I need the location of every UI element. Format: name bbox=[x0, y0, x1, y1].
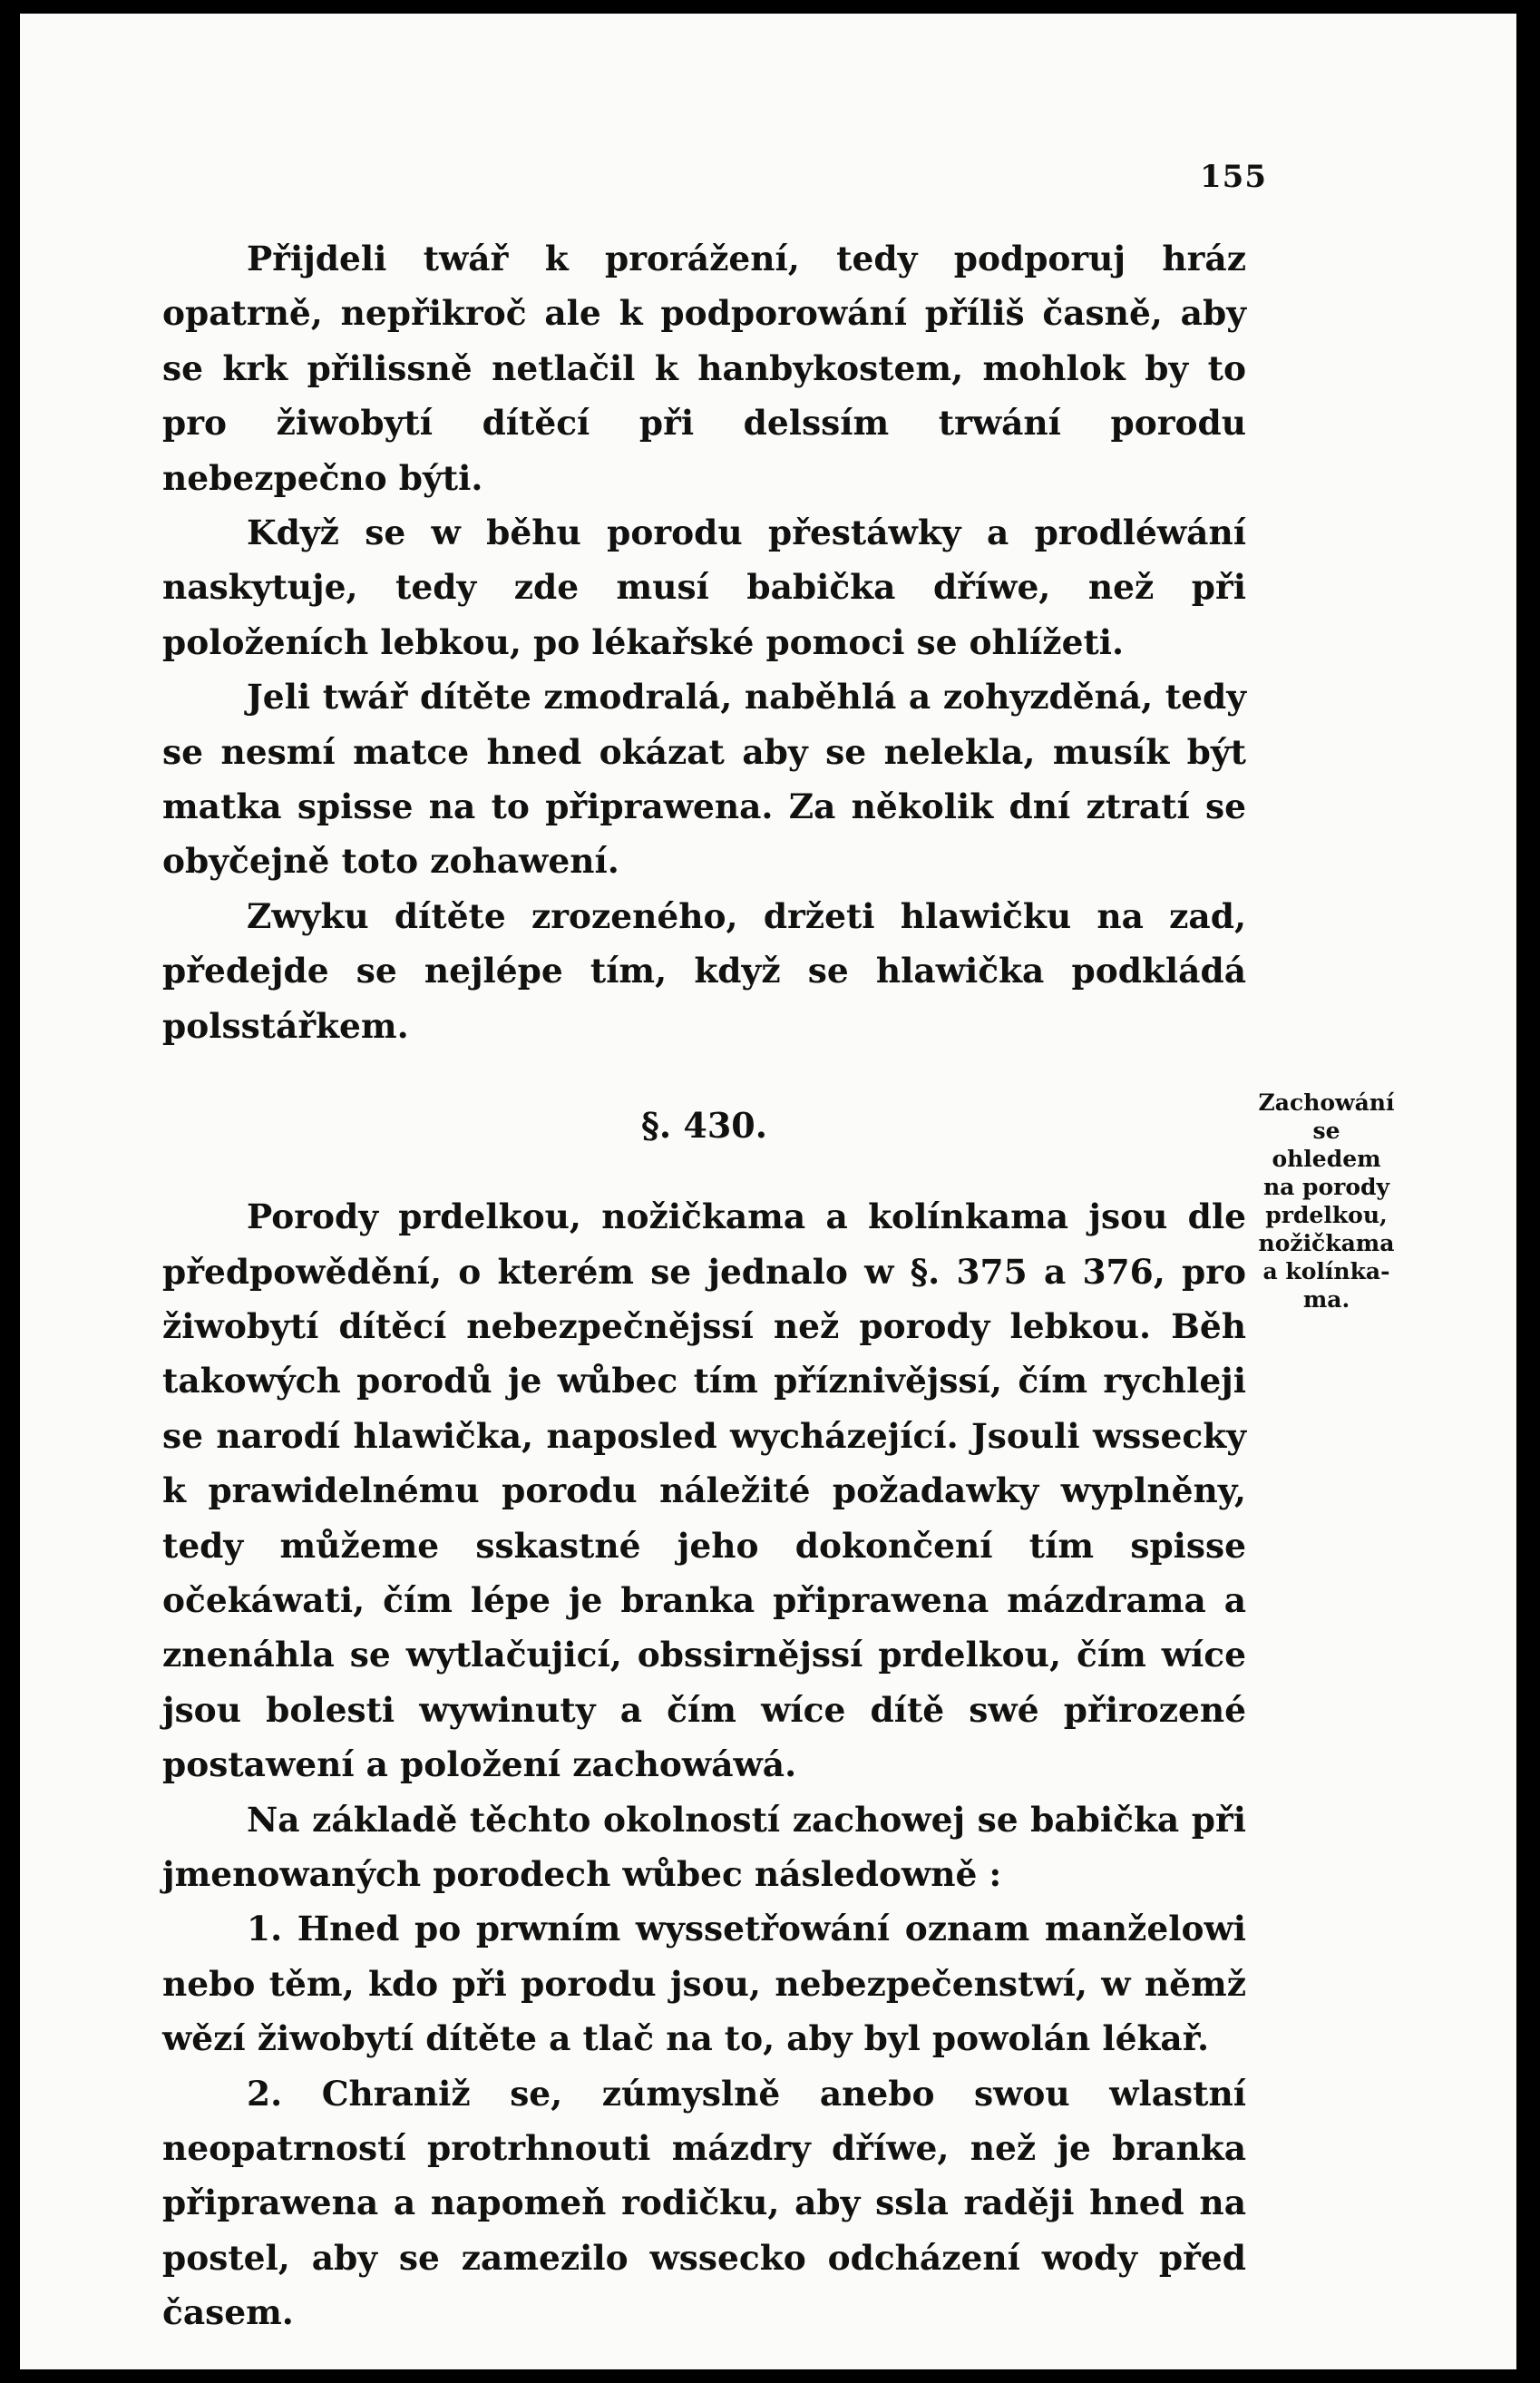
margin-note-line: Zachowání bbox=[1258, 1089, 1395, 1116]
section-heading: §. 430. bbox=[641, 1105, 767, 1147]
main-text bbox=[162, 231, 1246, 2340]
list-item: 2. Chraniž se, zúmyslně anebo swou wlastní neopatrností protrhnouti mázdry dříwe, než je branka připrawena a napomeň rodičku, aby ssla raději hned na postel, aby se zamezilo wssecko odcházení wody před časem. bbox=[162, 2073, 1246, 2333]
paragraph: Jeli twář dítěte zmodralá, naběhlá a zohyzděná, tedy se nesmí matce hned okázat aby se nelekla, musík být matka spisse na to připrawena. Za několik dní ztratí se obyčejně toto zohawení. bbox=[162, 677, 1246, 882]
paragraph: Porody prdelkou, nožičkama a kolínkama jsou dle předpowědění, o kterém se jednalo w §. 375 a 376, pro žiwobytí dítěcí nebezpečnějssí než porody lebkou. Běh takowých porodů je wůbec tím příznivějssí, čím rychleji se narodí hlawička, naposled wycházející. Jsouli wssecky k prawidelnému porodu náležité požadawky wyplněny, tedy můžeme sskastné jeho dokončení tím spisse očekáwati, čím lépe je branka připrawena mázdrama a znenáhla se wytlačujicí, obssirnějssí prdelkou, čím wíce jsou bolesti wywinuty a čím wíce dítě swé přirozené postawení a položení zachowáwá. bbox=[162, 1196, 1246, 1785]
margin-note bbox=[1256, 1089, 1397, 1314]
paragraph: Na základě těchto okolností zachowej se babička při jmenowaných porodech wůbec následowně : bbox=[162, 1799, 1246, 1894]
paragraph: Když se w běhu porodu přestáwky a prodléwání naskytuje, tedy zde musí babička dříwe, než při položeních lebkou, po lékařské pomoci se ohlížeti. bbox=[162, 513, 1246, 662]
margin-note-line: se ohledem bbox=[1272, 1118, 1381, 1172]
paragraph: Přijdeli twář k prorážení, tedy podporuj hráz opatrně, nepřikroč ale k podporowání příliš časně, aby se krk přilissně netlačil k hanbykostem, mohlok by to pro žiwobytí dítěcí při delssím trwání porodu nebezpečno býti. bbox=[162, 239, 1246, 498]
book-page bbox=[20, 14, 1516, 2369]
margin-note-line: a kolínka- bbox=[1262, 1258, 1390, 1284]
margin-note-line: na porody bbox=[1262, 1174, 1390, 1200]
page-number: 155 bbox=[1200, 159, 1267, 195]
margin-note-line: prdelkou, bbox=[1265, 1202, 1388, 1228]
list-item: 1. Hned po prwním wyssetřowání oznam manželowi nebo těm, kdo při porodu jsou, nebezpečenstwí, w němž wězí žiwobytí dítěte a tlač na to, aby byl powolán lékař. bbox=[162, 1909, 1246, 2059]
margin-note-line: ma. bbox=[1302, 1286, 1350, 1313]
paragraph: Zwyku dítěte zrozeného, držeti hlawičku na zad, předejde se nejlépe tím, když se hlawička podkládá polsstářkem. bbox=[162, 895, 1246, 1046]
margin-note-line: nožičkama bbox=[1258, 1230, 1395, 1256]
